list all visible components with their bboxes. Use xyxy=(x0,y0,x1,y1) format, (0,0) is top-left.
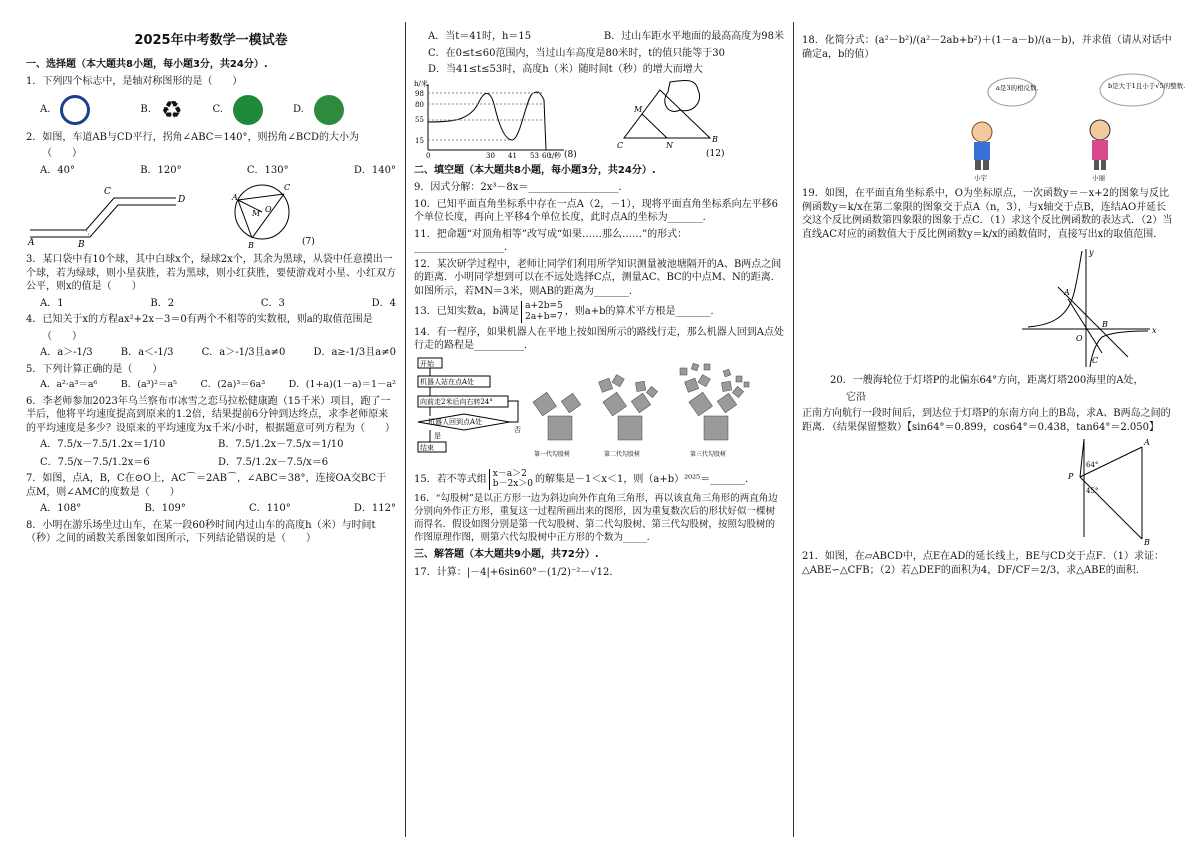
flow-yes: 是 xyxy=(434,431,441,440)
question-6: 6．李老师参加2023年乌兰察布市冰雪之恋马拉松健康跑（15千米）项目，跑了一半后，他将平均速度提高到原来的1.2倍，结果提前6分钟到达终点，求李老师原来的平均速度是多少？设原来的平均速度为x千米/小时，根据题意可列方程为（ ） xyxy=(26,395,396,434)
option: A．7.5/x－7.5/1.2x＝1/10 xyxy=(40,439,166,451)
section-heading: 三、解答题（本大题共9小题，共72分）. xyxy=(414,549,599,561)
question-4: 4．已知关于x的方程ax²+2x－3＝0有两个不相等的实数根，则a的取值范围是 xyxy=(26,314,373,326)
q1-options xyxy=(40,95,396,125)
option: B．120° xyxy=(140,164,182,176)
option: B．7.5/1.2x－7.5/x＝1/10 xyxy=(218,439,344,451)
question-1: 1．下列四个标志中，是轴对称图形的是（ ） xyxy=(26,76,243,88)
speech-bubble: a是3的相反数. xyxy=(996,84,1039,92)
q6-options xyxy=(40,438,396,469)
pythagoras-tree-1 xyxy=(533,392,581,458)
flow-step: 机器人站在点A处 xyxy=(420,377,475,386)
option: D．(1+a)(1－a)＝1－a² xyxy=(288,379,396,391)
column-1 xyxy=(26,22,396,837)
exam-title: 2025年中考数学一模试卷 xyxy=(134,33,288,48)
option: C．a＞-1/3且a≠0 xyxy=(201,347,286,359)
option-label: A. xyxy=(40,103,51,115)
question-16: 16．“勾股树”是以正方形一边为斜边向外作直角三角形，再以该直角三角形的两直角边分别向外作正方形，重复这一过程所画出来的图形，因为重复数次后的形状好似一棵树而得名．假设如图分别是第一代勾股树、第二代勾股树、第三代勾股树，按照勾股树的作图原理作图，则第六代勾股树中正方形的个数为_____． xyxy=(414,493,778,543)
option: D．7.5/1.2x－7.5/x＝6 xyxy=(218,456,329,468)
axis-label: t/秒 xyxy=(549,151,562,160)
option: D．当41≤t≤53时，高度h（米）随时间t（秒）的增大而增大 xyxy=(428,64,703,75)
q5-options xyxy=(40,379,396,392)
option: D．112° xyxy=(353,503,396,515)
point-label: A xyxy=(1064,288,1070,297)
question-20-line2: 它沿 xyxy=(846,391,866,403)
q2-options xyxy=(40,164,396,178)
speech-bubble: b是大于1且小于√5的整数. xyxy=(1108,82,1186,90)
point-label: A xyxy=(28,238,35,249)
point-label: A xyxy=(232,193,238,203)
figure-caption: (7) xyxy=(302,237,315,248)
figure-caption: (12) xyxy=(706,148,725,159)
option: A．1 xyxy=(40,297,64,309)
axis-label: x xyxy=(1152,326,1157,335)
kid-boy xyxy=(972,78,1039,182)
tick-label: 30 xyxy=(486,151,495,160)
option: C．130° xyxy=(246,164,289,176)
point-label: B xyxy=(712,134,718,144)
point-label: C xyxy=(1092,356,1099,365)
tree-caption: 第三代勾股树 xyxy=(690,450,727,458)
question-18: 18．化简分式：(a²－b²)/(a²－2ab+b²)＋(1－a－b)/(a－b)，并求值（请从对话中确定a，b的值） xyxy=(802,35,1172,60)
question-4-paren: （ ） xyxy=(42,330,82,342)
q4-options xyxy=(40,346,396,360)
point-label: B xyxy=(78,240,85,251)
flowchart xyxy=(418,358,521,452)
option: B．2 xyxy=(150,297,175,309)
tree-caption: 第二代勾股树 xyxy=(604,450,641,458)
section-heading: 一、选择题（本大题共8小题，每小题3分，共24分）. xyxy=(26,58,268,70)
section-heading: 二、填空题（本大题共8小题，每小题3分，共24分）. xyxy=(414,164,656,176)
question-10: 10．已知平面直角坐标系中存在一点A（2，－1），现将平面直角坐标系向左平移6个单位长度，再向上平移4个单位长度，此时点A的坐标为_______． xyxy=(414,198,779,223)
q8-q12-figures xyxy=(414,80,784,160)
option: D．140° xyxy=(353,164,396,176)
pond-figure xyxy=(617,80,724,159)
flow-start: 开始 xyxy=(420,359,434,368)
option: B．(a³)²＝a⁵ xyxy=(120,379,177,391)
q8-options-ab xyxy=(428,30,784,44)
q2-q7-figures xyxy=(26,180,396,250)
column-2 xyxy=(414,22,784,837)
question-3: 3．某口袋中有10个球，其中白球x个，绿球2x个，其余为黑球，从袋中任意摸出一个球，若为绿球，则小星获胜，若为黑球，则小红获胜，要使游戏对小星、小红双方公平，则x的值是（ ） xyxy=(26,254,396,293)
recycle-icon: ♻ xyxy=(160,95,183,124)
kid-girl xyxy=(1090,74,1185,182)
option: B．过山车距水平地面的最高高度为98米 xyxy=(603,31,784,42)
roller-coaster-graph xyxy=(414,79,577,160)
tick-label: 55 xyxy=(415,115,424,124)
tick-label: 53 xyxy=(530,151,539,160)
angle-label: 45° xyxy=(1086,487,1099,495)
tree-caption: 第一代勾股树 xyxy=(534,450,571,458)
option: B．a＜-1/3 xyxy=(120,347,174,359)
option: D．a≥-1/3且a≠0 xyxy=(313,347,396,359)
point-label: O xyxy=(1076,334,1083,343)
kid-name: 小丽 xyxy=(1092,174,1105,182)
column-divider xyxy=(405,22,406,837)
tick-label: 80 xyxy=(415,100,424,109)
point-label: O xyxy=(265,205,272,215)
column-divider xyxy=(793,22,794,837)
point-label: M xyxy=(634,104,643,114)
point-label: N xyxy=(666,140,673,150)
point-label: C xyxy=(284,183,291,193)
question-7: 7．如图，点A，B，C在⊙O上，AC⌒＝2AB⌒，∠ABC＝38°，连接OA交BC于点M，则∠AMC的度数是（ ） xyxy=(26,473,387,498)
question-5: 5．下列计算正确的是（ ） xyxy=(26,363,163,375)
point-label: B xyxy=(248,241,254,251)
q20-lighthouse-figure xyxy=(802,437,1174,547)
option: A．当t＝41时，h＝15 xyxy=(428,31,532,42)
question-9: 9．因式分解：2x³－8x＝__________________． xyxy=(414,182,629,193)
flow-no: 否 xyxy=(514,425,521,434)
question-13: 13．已知实数a，b满足 a+2b=5 2a+b=7 ，则a+b的算术平方根是_______． xyxy=(414,301,721,322)
question-2: 2．如图，车道AB与CD平行，拐角∠ABC＝140°，则拐角∠BCD的大小为 xyxy=(26,131,360,143)
question-17: 17．计算：|－4|+6sin60°－(1/2)⁻²－√12． xyxy=(414,566,620,578)
road-figure xyxy=(27,187,185,250)
option: A．108° xyxy=(40,503,82,515)
q3-options xyxy=(40,297,396,311)
option: A．40° xyxy=(40,164,75,176)
kid-name: 小宇 xyxy=(974,174,987,182)
option: C．3 xyxy=(260,297,285,309)
option: C．在0≤t≤60范围内，当过山车高度是80米时，t的值只能等于30 xyxy=(428,47,725,59)
option: D．4 xyxy=(371,297,396,309)
axis-label: y xyxy=(1089,248,1094,257)
point-label: B xyxy=(1144,538,1150,547)
pythagoras-tree-3 xyxy=(680,363,749,458)
circle-figure xyxy=(231,183,315,250)
point-label: C xyxy=(617,140,624,150)
option: B．109° xyxy=(144,503,186,515)
tick-label: 41 xyxy=(508,151,517,160)
question-21: 21．如图，在▱ABCD中，点E在AD的延长线上，BE与CD交于点F．（1）求证：△ABE∽△CFB；（2）若△DEF的面积为4，DF/CF＝2/3，求△ABE的面积． xyxy=(802,551,1164,576)
q7-options xyxy=(40,502,396,516)
point-label: A xyxy=(1144,438,1150,447)
option: C．(2a)³＝6a³ xyxy=(200,379,266,391)
equation-system: a+2b=5 2a+b=7 xyxy=(521,301,563,323)
tick-label: 15 xyxy=(415,136,424,145)
option-label: B. xyxy=(140,103,151,115)
option: A．a²·a³＝a⁶ xyxy=(40,379,98,391)
tick-label: 60 xyxy=(542,151,551,160)
rail-logo-icon xyxy=(60,95,90,125)
angle-label: 64° xyxy=(1086,461,1099,469)
flow-end: 结束 xyxy=(420,443,434,452)
pythagoras-tree-2 xyxy=(599,374,658,457)
point-label: P xyxy=(1068,472,1074,481)
point-label: D xyxy=(178,195,186,206)
column-3 xyxy=(802,22,1186,837)
tick-label: 98 xyxy=(415,89,424,98)
q14-q16-figures xyxy=(414,356,784,466)
point-label: B xyxy=(1102,320,1108,329)
point-label: C xyxy=(104,187,111,198)
point-label: M xyxy=(252,209,261,219)
inequality-system: x－a＞2 b－2x＞0 xyxy=(489,469,533,491)
option: C．7.5/x－7.5/1.2x＝6 xyxy=(40,456,150,468)
question-19: 19．如图，在平面直角坐标系中，O为坐标原点，一次函数y＝－x+2的图象与反比例函数y＝k/x在第二象限的图象交于点A（n，3），与x轴交于点B，连结AO并延长交这个反比例函数第四象限的图象于点C．（1）求这个反比例函数的表达式．（2）当直线AC对应的函数值大于反比例函数y＝k/x的函数值时，直接写出x的取值范围． xyxy=(802,188,1173,240)
water-saving-icon xyxy=(314,95,344,125)
option-label: D. xyxy=(292,103,304,115)
question-14: 14．有一程序，如果机器人在平地上按如图所示的路线行走，那么机器人回到A点处行走的路程是__________． xyxy=(414,326,784,352)
option: A．a＞-1/3 xyxy=(40,347,93,359)
q19-coordinate-figure xyxy=(802,247,1174,371)
tick-label: 0 xyxy=(426,151,431,160)
flow-step: 向前走2米后向右转24° xyxy=(420,397,493,406)
question-15: 15．若不等式组 x－a＞2 b－2x＞0 的解集是－1＜x＜1，则（a+b）²⁰²⁵＝_______． xyxy=(414,468,756,490)
q18-dialog-figure xyxy=(802,64,1186,184)
question-2-paren: （ ） xyxy=(42,148,82,160)
figure-caption: (8) xyxy=(564,149,577,160)
flow-decision: 机器人回到点A处 xyxy=(428,417,483,426)
option: C．110° xyxy=(249,503,291,515)
option-label: C. xyxy=(212,103,223,115)
question-20-line1: 20．一艘海轮位于灯塔P的北偏东64°方向，距离灯塔200海里的A处， xyxy=(830,375,1144,386)
question-12: 12．某次研学过程中，老师让同学们利用所学知识测量被池塘隔开的A、B两点之间的距离．小明同学想到可以在不远处选择C点，测量AC、BC的中点M、N的距离．如图所示，若MN＝3米，则AB的距离为_______． xyxy=(414,258,782,297)
green-food-icon xyxy=(233,95,263,125)
question-11: 11．把命题“对顶角相等”改写成“如果……那么……”的形式：__________________． xyxy=(414,228,688,253)
axis-label: h/米 xyxy=(414,79,428,88)
question-8: 8．小明在游乐场坐过山车，在某一段60秒时间内过山车的高度h（米）与时间t（秒）之间的函数关系图象如图所示，下列结论错误的是（ ） xyxy=(26,519,376,545)
question-20-line3: 正南方向航行一段时间后，到达位于灯塔P的东南方向上的B岛，求A、B两岛之间的距离．（结果保留整数）【sin64°＝0.899，cos64°＝0.438，tan64°＝2.050】 xyxy=(802,408,1171,433)
